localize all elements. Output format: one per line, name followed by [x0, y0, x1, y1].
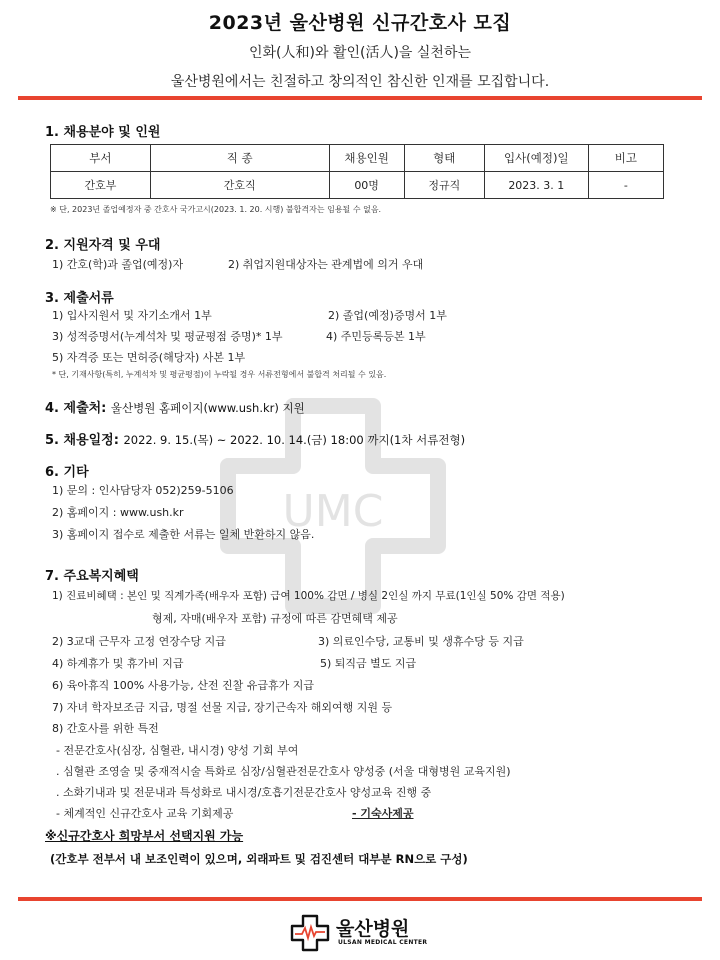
table-cell: 간호부: [51, 172, 151, 199]
section2-heading: 2. 지원자격 및 우대: [45, 238, 161, 253]
table-header-cell: 형태: [404, 145, 484, 172]
section7-item-4: 4) 하계휴가 및 휴가비 지급: [52, 657, 184, 670]
section7-sub-1: - 전문간호사(심장, 심혈관, 내시경) 양성 기회 부여: [56, 744, 299, 757]
section7-item-5: 5) 퇴직금 별도 지급: [320, 657, 417, 670]
table-cell: 2023. 3. 1: [484, 172, 588, 199]
section4: [45, 397, 305, 416]
page-title: 2023년 울산병원 신규간호사 모집: [208, 12, 512, 34]
table-cell: -: [588, 172, 663, 199]
section3-item-3: 3) 성적증명서(누계석차 및 평균평점 증명)* 1부: [52, 330, 283, 343]
section3-item-2: 2) 졸업(예정)증명서 1부: [328, 309, 447, 322]
top-divider: [18, 96, 702, 100]
table-row: [51, 172, 664, 199]
section6-item-1: 1) 문의 : 인사담당자 052)259-5106: [52, 484, 234, 497]
watermark-text: UMC: [282, 486, 384, 537]
table-header-cell: 입사(예정)일: [484, 145, 588, 172]
section4-heading: 4. 제출처:: [45, 401, 107, 416]
section5: [45, 429, 465, 448]
section3-item-4: 4) 주민등록등본 1부: [326, 330, 426, 343]
section1-heading: 1. 채용분야 및 인원: [45, 125, 161, 140]
intro-line-2: 울산병원에서는 친절하고 창의적인 참신한 인재를 모집합니다.: [170, 74, 550, 90]
submission-site-text: 울산병원 홈페이지(www.ush.kr) 지원: [110, 401, 305, 415]
section5-heading: 5. 채용일정:: [45, 433, 119, 448]
section3-item-5: 5) 자격증 또는 면허증(해당자) 사본 1부: [52, 351, 246, 364]
section7-heading: 7. 주요복지혜택: [45, 569, 139, 584]
section7-item-8: 8) 간호사를 위한 특전: [52, 722, 159, 735]
department-choice-note: ※신규간호사 희망부서 선택지원 가능: [45, 829, 244, 843]
table-header-row: [51, 145, 664, 172]
table-header-cell: 부서: [51, 145, 151, 172]
dormitory-benefit: - 기숙사제공: [352, 807, 414, 820]
section3-note: * 단, 기재사항(특히, 누계석차 및 평균평점)이 누락될 경우 서류전형에서 불합격 처리될 수 있음.: [52, 370, 387, 379]
schedule-text: 2022. 9. 15.(목) ~ 2022. 10. 14.(금) 18:00 까지(1차 서류전형): [123, 433, 466, 447]
section7-item-6: 6) 육아휴직 100% 사용가능, 산전 진찰 유급휴가 지급: [52, 679, 314, 692]
section6-item-2: 2) 홈페이지 : www.ush.kr: [52, 506, 184, 519]
intro-line-1: 인화(人和)와 활인(活人)을 실천하는: [249, 45, 471, 61]
section7-item-2: 2) 3교대 근무자 고정 연장수당 지급: [52, 635, 226, 648]
table-cell: 간호직: [150, 172, 329, 199]
bottom-divider: [18, 897, 702, 901]
section2-item-1: 1) 간호(학)과 졸업(예정)자: [52, 258, 184, 271]
section6-item-3: 3) 홈페이지 접수로 제출한 서류는 일체 반환하지 않음.: [52, 528, 315, 541]
table-header-cell: 비고: [588, 145, 663, 172]
section2-item-2: 2) 취업지원대상자는 관계법에 의거 우대: [228, 258, 424, 271]
table-header-cell: 채용인원: [329, 145, 404, 172]
section7-item-7: 7) 자녀 학자보조금 지급, 명절 선물 지급, 장기근속자 해외여행 지원 등: [52, 701, 393, 714]
section6-heading: 6. 기타: [45, 465, 89, 480]
recruit-table: [50, 144, 664, 199]
section1-note: ※ 단, 2023년 졸업예정자 중 간호사 국가고시(2023. 1. 20. 시행) 불합격자는 임용될 수 없음.: [50, 205, 382, 214]
logo-english-text: ULSAN MEDICAL CENTER: [338, 939, 428, 946]
table-cell: 00명: [329, 172, 404, 199]
table-cell: 정규직: [404, 172, 484, 199]
section3-heading: 3. 제출서류: [45, 291, 114, 306]
section7-item-1: 1) 진료비혜택 : 본인 및 직계가족(배우자 포함) 급여 100% 감면 / 병실 2인실 까지 무료(1인실 50% 감면 적용): [52, 590, 565, 602]
hospital-cross-icon: [290, 914, 330, 952]
section7-item-3: 3) 의료인수당, 교통비 및 생휴수당 등 지급: [318, 635, 524, 648]
section7-sub-4: - 체계적인 신규간호사 교육 기회제공: [56, 807, 234, 820]
logo-korean-text: 울산병원: [336, 918, 410, 940]
section7-item-1-cont: 형제, 자매(배우자 포함) 규정에 따른 감면혜택 제공: [152, 612, 398, 625]
section3-item-1: 1) 입사지원서 및 자기소개서 1부: [52, 309, 212, 322]
table-header-cell: 직 종: [150, 145, 329, 172]
section7-sub-2: . 심혈관 조영술 및 중재적시술 특화로 심장/심혈관전문간호사 양성중 (서울 대형병원 교육지원): [56, 765, 511, 778]
section7-sub-3: . 소화기내과 및 전문내과 특성화로 내시경/호흡기전문간호사 양성교육 진행 중: [56, 786, 432, 799]
staffing-note: (간호부 전부서 내 보조인력이 있으며, 외래파트 및 검진센터 대부분 RN으로 구성): [50, 852, 468, 866]
